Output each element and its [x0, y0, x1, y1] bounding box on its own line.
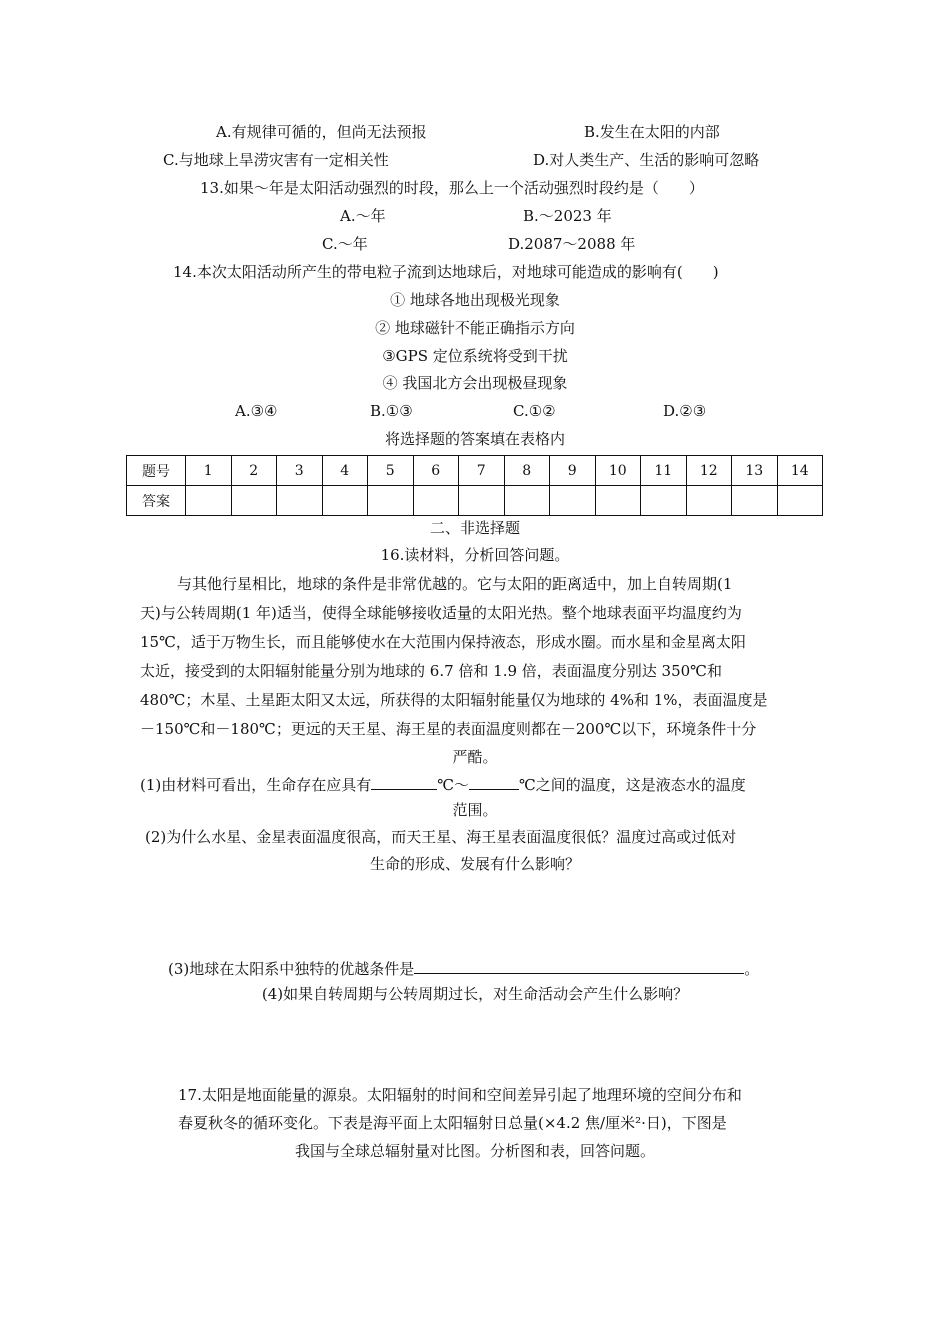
answer-cell[interactable]: [504, 486, 550, 516]
answer-cell[interactable]: [231, 486, 277, 516]
material-line: 太近，接受到的太阳辐射能量分别为地球的 6.7 倍和 1.9 倍，表面温度分别达 350℃和: [140, 662, 722, 680]
q14-item-4: ④ 我国北方会出现极昼现象: [382, 374, 568, 392]
q12-option-d: D.对人类生产、生活的影响可忽略: [533, 151, 760, 169]
answer-cell[interactable]: [595, 486, 641, 516]
material-line: 15℃，适于万物生长，而且能够使水在大范围内保持液态，形成水圈。而水星和金星离太阳: [140, 633, 746, 651]
table-number-cell: 6: [413, 456, 459, 486]
q13-stem: 13.如果～年是太阳活动强烈的时段，那么上一个活动强烈时段约是（ ）: [200, 179, 704, 197]
table-number-cell: 9: [550, 456, 596, 486]
q17-line: 我国与全球总辐射量对比图。分析图和表，回答问题。: [294, 1142, 655, 1160]
material-line: 天)与公转周期(1 年)适当，使得全球能够接收适量的太阳光热。整个地球表面平均温度约为: [140, 604, 742, 622]
table-number-cell: 3: [277, 456, 323, 486]
answer-cell[interactable]: [550, 486, 596, 516]
table-number-cell: 10: [595, 456, 641, 486]
answer-cell[interactable]: [322, 486, 368, 516]
q14-option-c: C.①②: [513, 402, 556, 420]
answer-cell[interactable]: [368, 486, 414, 516]
answer-table-number-row: [127, 456, 823, 486]
q16-part2-line1: (2)为什么水星、金星表面温度很高，而天王星、海王星表面温度很低？温度过高或过低对: [145, 828, 737, 846]
table-number-cell: 12: [686, 456, 732, 486]
q16-part2-line2: 生命的形成、发展有什么影响？: [369, 855, 580, 873]
q16-part3: [168, 957, 759, 979]
q14-item-1: ① 地球各地出现极光现象: [390, 291, 560, 309]
blank-earth-conditions[interactable]: [414, 957, 744, 974]
q16-title: 16.读材料，分析回答问题。: [380, 546, 570, 564]
q13-option-d: D.2087～2088 年: [508, 235, 636, 253]
material-line: 严酷。: [452, 748, 498, 766]
table-number-cell: 4: [322, 456, 368, 486]
q14-item-3: ③GPS 定位系统将受到干扰: [382, 347, 568, 365]
table-header-question-number: 题号: [127, 456, 186, 486]
q14-stem: 14.本次太阳活动所产生的带电粒子流到达地球后，对地球可能造成的影响有( ): [173, 263, 719, 281]
q16-part1-text-c: ℃之间的温度，这是液态水的温度: [519, 776, 746, 794]
q12-option-c: C.与地球上旱涝灾害有一定相关性: [163, 151, 389, 169]
answer-cell[interactable]: [186, 486, 232, 516]
material-line: －150℃和－180℃；更远的天王星、海王星的表面温度则都在－200℃以下，环境条件十分: [140, 720, 757, 738]
q12-option-b: B.发生在太阳的内部: [584, 123, 720, 141]
table-number-cell: 7: [459, 456, 505, 486]
q13-option-c: C.～年: [322, 235, 368, 253]
q14-option-b: B.①③: [370, 402, 413, 420]
q17-line: 17.太阳是地面能量的源泉。太阳辐射的时间和空间差异引起了地理环境的空间分布和: [178, 1086, 742, 1104]
answer-cell[interactable]: [686, 486, 732, 516]
blank-max-temperature[interactable]: [469, 773, 519, 790]
answer-table-answer-row: [127, 486, 823, 516]
q12-option-a: A.有规律可循的，但尚无法预报: [216, 123, 427, 141]
q13-option-b: B.～2023 年: [523, 207, 612, 225]
q16-part1-line2: 范围。: [452, 801, 498, 819]
table-number-cell: 2: [231, 456, 277, 486]
material-line: 480℃；木星、土星距太阳又太远，所获得的太阳辐射能量仅为地球的 4%和 1%，表面温度是: [140, 691, 768, 709]
answer-table: [126, 455, 823, 516]
table-number-cell: 8: [504, 456, 550, 486]
q16-part1-text-a: (1)由材料可看出，生命存在应具有: [140, 776, 372, 794]
answer-cell[interactable]: [777, 486, 823, 516]
q17-line: 春夏秋冬的循环变化。下表是海平面上太阳辐射日总量(×4.2 焦/厘米²·日)，下图是: [178, 1114, 727, 1132]
table-number-cell: 13: [732, 456, 778, 486]
answer-cell[interactable]: [413, 486, 459, 516]
q13-option-a: A.～年: [340, 207, 386, 225]
material-line: 与其他行星相比，地球的条件是非常优越的。它与太阳的距离适中，加上自转周期(1: [177, 575, 733, 593]
answer-cell[interactable]: [459, 486, 505, 516]
q14-option-a: A.③④: [235, 402, 278, 420]
answer-cell[interactable]: [732, 486, 778, 516]
table-header-answer: 答案: [127, 486, 186, 516]
q14-option-d: D.②③: [663, 402, 707, 420]
table-number-cell: 14: [777, 456, 823, 486]
answer-table-caption: 将选择题的答案填在表格内: [384, 430, 565, 448]
answer-cell[interactable]: [277, 486, 323, 516]
q16-part1-text-b: ℃～: [437, 776, 470, 794]
blank-min-temperature[interactable]: [371, 773, 437, 790]
answer-cell[interactable]: [641, 486, 687, 516]
q16-part1: [140, 773, 746, 795]
table-number-cell: 5: [368, 456, 414, 486]
table-number-cell: 11: [641, 456, 687, 486]
q14-item-2: ② 地球磁针不能正确指示方向: [375, 319, 575, 337]
section-title: 二、非选择题: [429, 519, 520, 537]
table-number-cell: 1: [186, 456, 232, 486]
q16-part3-text: (3)地球在太阳系中独特的优越条件是: [168, 960, 415, 978]
q16-part4: (4)如果自转周期与公转周期过长，对生命活动会产生什么影响？: [261, 985, 689, 1003]
q16-part3-end: 。: [744, 960, 760, 978]
